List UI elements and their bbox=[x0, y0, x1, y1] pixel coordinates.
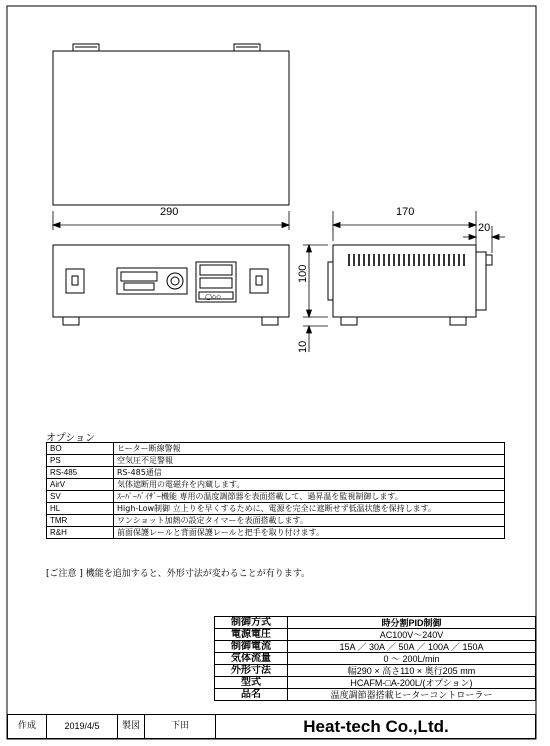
option-code: AirV bbox=[47, 479, 114, 491]
table-row bbox=[47, 467, 505, 479]
table-row bbox=[215, 677, 536, 689]
option-desc: 空気圧不足警報 bbox=[114, 455, 505, 467]
table-row bbox=[215, 665, 536, 677]
front-view bbox=[53, 245, 289, 325]
options-heading: オプション bbox=[46, 433, 96, 444]
spec-value: 15A ／ 30A ／ 50A ／ 100A ／ 150A bbox=[288, 641, 536, 653]
table-row bbox=[47, 479, 505, 491]
option-code: HL bbox=[47, 503, 114, 515]
table-row bbox=[47, 491, 505, 503]
drawn-label: 製図 bbox=[121, 721, 140, 731]
spec-label: 品名 bbox=[215, 689, 288, 701]
top-view bbox=[53, 44, 289, 205]
table-row bbox=[47, 455, 505, 467]
option-code: RS-485 bbox=[47, 467, 114, 479]
spec-value: 温度調節器搭載ヒーターコントローラー bbox=[288, 689, 536, 701]
table-row bbox=[47, 527, 505, 539]
spec-label: 制御電流 bbox=[215, 641, 288, 653]
spec-label: 気体流量 bbox=[215, 653, 288, 665]
spec-value: AC100V～240V bbox=[288, 629, 536, 641]
notice-text: [ご注意 ] 機能を追加すると、外形寸法が変わることが有ります。 bbox=[46, 569, 311, 579]
spec-value: 時分割PID制御 bbox=[288, 617, 536, 629]
company-logo: Heat-tech Co.,Ltd. bbox=[303, 717, 449, 736]
dimension-foot-label: 10 bbox=[297, 340, 309, 353]
side-view bbox=[328, 245, 492, 325]
options-table bbox=[46, 442, 505, 539]
table-row bbox=[47, 515, 505, 527]
title-block bbox=[7, 714, 536, 739]
table-row bbox=[47, 443, 505, 455]
dimension-height bbox=[303, 245, 328, 352]
spec-label: 外形寸法 bbox=[215, 665, 288, 677]
dimension-depth-label: 170 bbox=[396, 206, 415, 218]
option-desc: ヒーター断線警報 bbox=[114, 443, 505, 455]
spec-value: HCAFM-□A-200L/(オプション) bbox=[288, 677, 536, 689]
made-label: 作成 bbox=[17, 721, 36, 731]
option-desc: ｽｰﾊﾟｰﾊﾞｲｻﾞｰ機能 専用の温度調節器を表面搭載して、過昇温を監視制御します。 bbox=[114, 491, 505, 503]
spec-value: 0 ～ 200L/min bbox=[288, 653, 536, 665]
option-code: R&H bbox=[47, 527, 114, 539]
option-desc: ワンショット加熱の設定タイマーを表面搭載します。 bbox=[114, 515, 505, 527]
made-date: 2019/4/5 bbox=[64, 721, 100, 731]
table-row bbox=[215, 617, 536, 629]
spec-label: 電源電圧 bbox=[215, 629, 288, 641]
spec-table bbox=[214, 616, 536, 701]
table-row bbox=[215, 689, 536, 701]
dimension-width-label: 290 bbox=[160, 206, 179, 218]
spec-value: 幅290 × 高さ110 × 奥行205 mm bbox=[288, 665, 536, 677]
option-desc: High-Low制御 立上りを早くするために、電源を完全に遮断せず低温状態を保持します。 bbox=[114, 503, 505, 515]
option-desc: 前面保護レールと背面保護レールと把手を取り付けます。 bbox=[114, 527, 505, 539]
option-desc: RS-485通信 bbox=[114, 467, 505, 479]
spec-label: 型式 bbox=[215, 677, 288, 689]
table-row bbox=[215, 629, 536, 641]
table-row bbox=[215, 653, 536, 665]
option-code: PS bbox=[47, 455, 114, 467]
option-desc: 気体遮断用の電磁弁を内蔵します。 bbox=[114, 479, 505, 491]
table-row bbox=[215, 641, 536, 653]
dimension-height-label: 100 bbox=[297, 264, 309, 283]
drafter-name: 下田 bbox=[170, 721, 189, 731]
option-code: TMR bbox=[47, 515, 114, 527]
option-code: BO bbox=[47, 443, 114, 455]
option-code: SV bbox=[47, 491, 114, 503]
table-row bbox=[47, 503, 505, 515]
dimension-depth-extra-label: 20 bbox=[478, 222, 491, 234]
spec-label: 制御方式 bbox=[215, 617, 288, 629]
svg-text:◯◇◇: ◯◇◇ bbox=[205, 293, 221, 301]
